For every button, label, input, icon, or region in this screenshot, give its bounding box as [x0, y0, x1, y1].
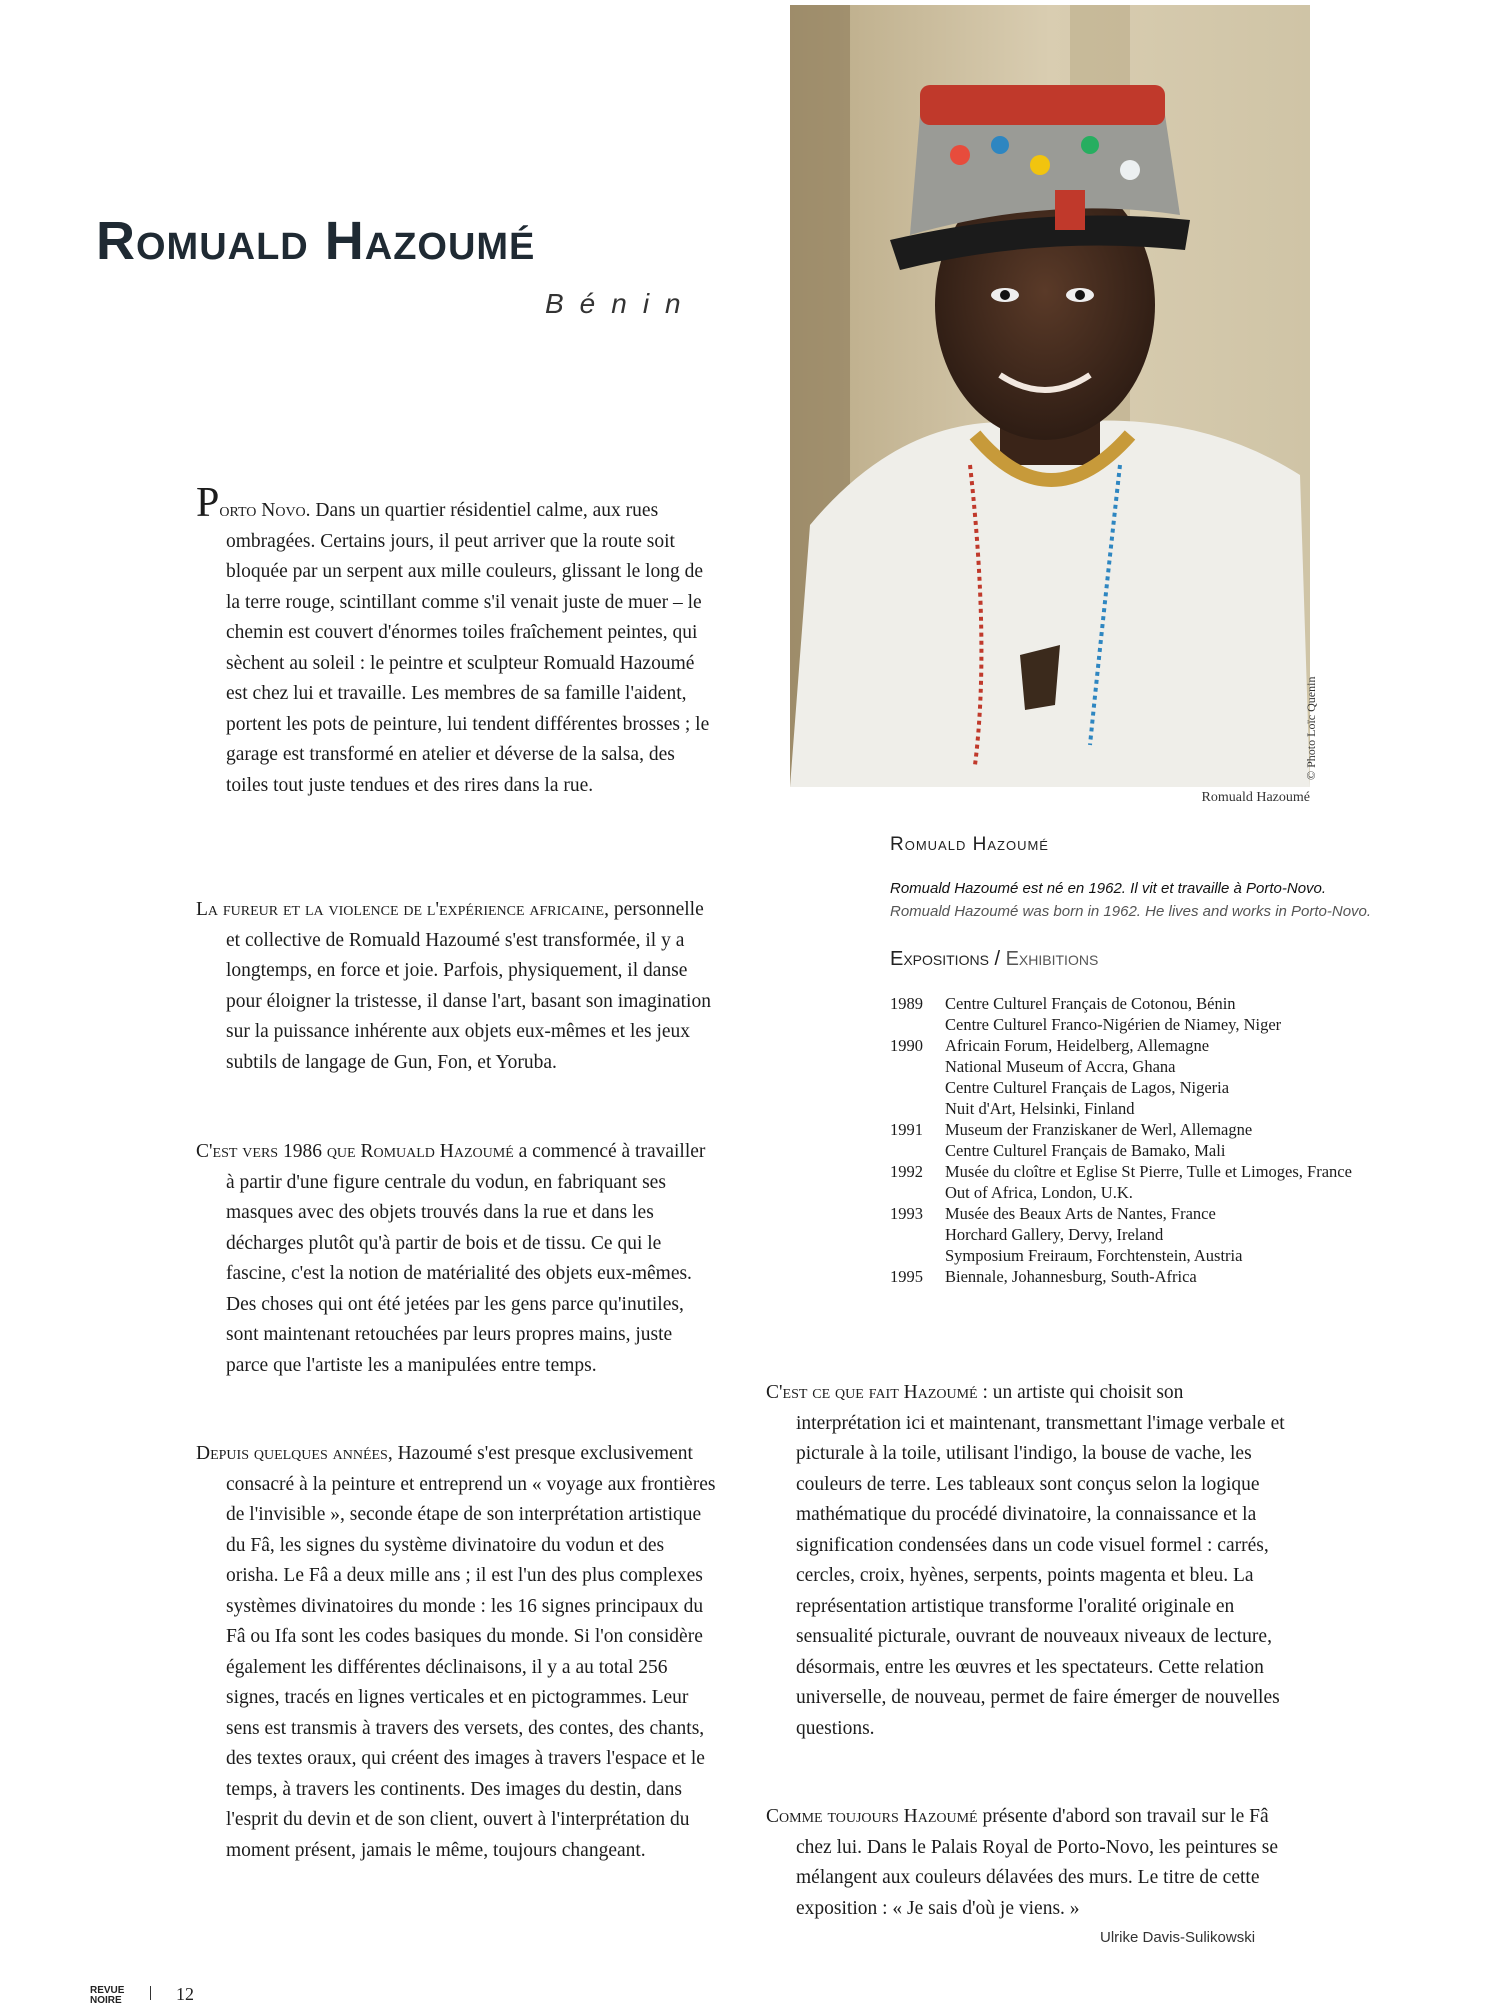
paragraph-text: a commencé à travailler à partir d'une figure centrale du vodun, en fabriquant ses masques avec des objets trouvés dans la rue et dans les décharges plutôt qu'à partir de bois et de tissu. Ce qui le fascine, c'est la notion de matérialité des objets eux-mêmes. Des choses qui ont été jetées par les gens parce qu'inutiles, sont maintenant retouchées par leurs propres mains, juste parce que l'artiste les a manipulées entre temps. — [226, 1141, 706, 1376]
exhibition-entry: Centre Culturel Français de Bamako, Mali — [945, 1141, 1226, 1160]
exhibitions-heading-separator: / — [988, 948, 1006, 970]
exhibition-entry: Africain Forum, Heidelberg, Allemagne — [945, 1036, 1210, 1055]
author-signature: Ulrike Davis-Sulikowski — [1100, 1929, 1256, 1946]
revue-noire-logo — [90, 1986, 124, 2006]
body-paragraph-3 — [196, 1137, 716, 1381]
paragraph-lead: Comme toujours Hazoumé — [766, 1806, 978, 1827]
exhibition-entries — [945, 993, 1281, 1035]
paragraph-text: Hazoumé s'est presque exclusivement consacré à la peinture et entreprend un « voyage aux frontières de l'invisible », seconde étape de son interprétation artistique du Fâ, les signes du système divinatoire du vodun et des orisha. Le Fâ a deux mille ans ; il est l'un des plus complexes systèmes divinatoires du monde : les 16 signes principaux du Fâ ou Ifa sont les codes basiques du monde. Si l'on considère également les différentes déclinaisons, il y a au total 256 signes, tracés en lignes verticales et en pictogrammes. Leur sens est transmis à travers des versets, des contes, des chants, des textes oraux, qui créent des images à travers l'espace et le temps, à travers les continents. Des images du destin, dans l'esprit du devin et de son client, ouvert à l'interprétation du moment présent, jamais le même, toujours changeant. — [226, 1443, 716, 1861]
country-subtitle: Bénin — [545, 288, 697, 319]
exhibition-entry: Horchard Gallery, Dervy, Ireland — [945, 1225, 1164, 1244]
exhibition-year: 1993 — [890, 1204, 923, 1223]
exhibitions-heading-en: Exhibitions — [1005, 948, 1099, 970]
exhibition-entries — [945, 1161, 1352, 1203]
info-artist-name: Romuald Hazoumé — [890, 834, 1049, 855]
exhibition-entries — [945, 1035, 1229, 1119]
exhibition-entry: Musée des Beaux Arts de Nantes, France — [945, 1204, 1216, 1223]
exhibition-entry: National Museum of Accra, Ghana — [945, 1057, 1176, 1076]
logo-line-2: NOIRE — [90, 1995, 122, 2006]
exhibition-entry: Museum der Franziskaner de Werl, Allemagne — [945, 1120, 1253, 1139]
page-number: 12 — [176, 1984, 194, 2004]
artist-photo — [790, 5, 1310, 787]
exhibition-row — [890, 1035, 1352, 1119]
body-paragraph-4 — [196, 1439, 716, 1866]
exhibition-entry: Centre Culturel Français de Lagos, Nigeria — [945, 1078, 1230, 1097]
exhibitions-heading — [890, 948, 1098, 971]
exhibition-row — [890, 1266, 1352, 1287]
drop-cap: P — [196, 480, 220, 526]
paragraph-text: : un artiste qui choisit son interprétation ici et maintenant, transmettant l'image verbale et picturale à la toile, utilisant l'indigo, la bouse de vache, les couleurs de terre. Les tableaux sont conçus selon la logique mathématique du procédé divinatoire, la connaissance et la signification condensées dans un code visuel formel : carrés, cercles, croix, hyènes, serpents, points magenta et bleu. La représentation artistique transforme l'oralité originale en sensualité picturale, ouvrant de nouveaux niveaux de lecture, désormais, entre les œuvres et les spectateurs. Cette relation universelle, de nouveau, permet de faire émerger de nouvelles questions. — [796, 1382, 1285, 1739]
paragraph-lead: C'est vers 1986 que Romuald Hazoumé — [196, 1141, 514, 1162]
paragraph-lead: orto Novo. — [219, 500, 311, 521]
exhibition-entry: Centre Culturel Français de Cotonou, Bénin — [945, 994, 1236, 1013]
page-title: Romuald Hazoumé — [96, 211, 536, 271]
bio-english: Romuald Hazoumé was born in 1962. He lives and works in Porto-Novo. — [890, 903, 1372, 920]
exhibition-row — [890, 1161, 1352, 1203]
exhibition-entry: Biennale, Johannesburg, South-Africa — [945, 1267, 1197, 1286]
exhibition-entries — [945, 1119, 1252, 1161]
exhibition-year: 1991 — [890, 1120, 923, 1139]
exhibition-row — [890, 1119, 1352, 1161]
exhibition-entry: Centre Culturel Franco-Nigérien de Niamey, Niger — [945, 1015, 1282, 1034]
photo-caption: Romuald Hazoumé — [1201, 790, 1310, 805]
exhibition-entries — [945, 1266, 1197, 1287]
exhibition-year: 1990 — [890, 1036, 923, 1055]
paragraph-text: Dans un quartier résidentiel calme, aux rues ombragées. Certains jours, il peut arriver que la route soit bloquée par un serpent aux mille couleurs, glissant le long de la terre rouge, scintillant comme s'il venait juste de muer – le chemin est couvert d'énormes toiles fraîchement peintes, qui sèchent au soleil : le peintre et sculpteur Romuald Hazoumé est chez lui et travaille. Les membres de sa famille l'aident, portent les pots de peinture, lui tendent différentes brosses ; le garage est transformé en atelier et déverse de la salsa, des toiles tout juste tendues et des rires dans la rue. — [226, 500, 710, 796]
exhibition-row — [890, 1203, 1352, 1266]
exhibition-row — [890, 993, 1352, 1035]
exhibitions-heading-fr: Expositions — [890, 948, 989, 970]
exhibitions-list — [890, 993, 1352, 1287]
exhibition-year: 1992 — [890, 1162, 923, 1181]
footer-divider — [150, 1986, 151, 2000]
bio-french: Romuald Hazoumé est né en 1962. Il vit et travaille à Porto-Novo. — [890, 880, 1327, 897]
paragraph-text: personnelle et collective de Romuald Hazoumé s'est transformée, il y a longtemps, en force et joie. Parfois, physiquement, il danse pour éloigner la tristesse, il danse l'art, basant son imagination sur la puissance inhérente aux objets eux-mêmes et les jeux subtils de langage de Gun, Fon, et Yoruba. — [226, 899, 711, 1073]
exhibition-entry: Musée du cloître et Eglise St Pierre, Tulle et Limoges, France — [945, 1162, 1352, 1181]
exhibition-year: 1995 — [890, 1267, 923, 1286]
body-paragraph-1 — [196, 482, 716, 801]
exhibition-entry: Out of Africa, London, U.K. — [945, 1183, 1133, 1202]
paragraph-lead: C'est ce que fait Hazoumé — [766, 1382, 978, 1403]
body-paragraph-2 — [196, 895, 716, 1078]
exhibition-entry: Nuit d'Art, Helsinki, Finland — [945, 1099, 1135, 1118]
portrait-illustration — [790, 5, 1310, 787]
paragraph-text: présente d'abord son travail sur le Fâ chez lui. Dans le Palais Royal de Porto-Novo, les peintures se mélangent aux couleurs délavées des murs. Le titre de cette exposition : « Je sais d'où je viens. » — [796, 1806, 1278, 1919]
paragraph-lead: Depuis quelques années, — [196, 1443, 393, 1464]
body-paragraph-5 — [766, 1378, 1286, 1744]
exhibition-year: 1989 — [890, 994, 923, 1013]
logo-line-1: REVUE — [90, 1985, 125, 1996]
exhibition-entries — [945, 1203, 1242, 1266]
exhibition-entry: Symposium Freiraum, Forchtenstein, Austria — [945, 1246, 1243, 1265]
photo-credit: © Photo Loïc Quenin — [1304, 676, 1318, 780]
body-paragraph-6 — [766, 1802, 1286, 1924]
paragraph-lead: La fureur et la violence de l'expérience africaine, — [196, 899, 609, 920]
